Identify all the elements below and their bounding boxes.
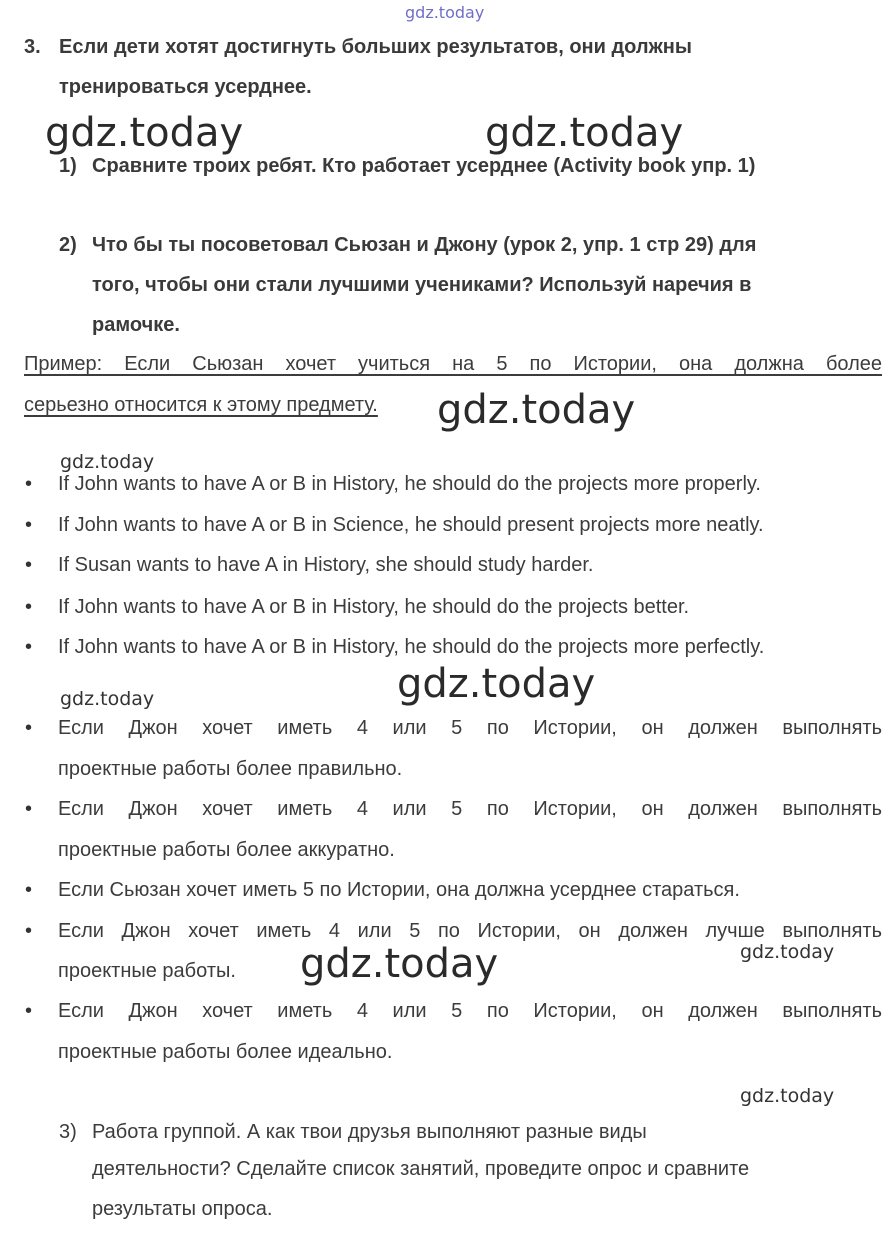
bullet-icon: •	[25, 514, 33, 536]
watermark-large: gdz.today	[437, 387, 636, 433]
task-heading-line1: Если дети хотят достигнуть больших результатов, они должны	[59, 36, 692, 58]
example-line1: Пример: Если Сьюзан хочет учиться на 5 по Истории, она должна более	[24, 353, 882, 375]
list-item-line2: проектные работы более аккуратно.	[58, 839, 395, 861]
watermark-small: gdz.today	[740, 941, 835, 963]
list-item: If John wants to have A or B in Science, he should present projects more neatly.	[58, 514, 764, 536]
list-item: If John wants to have A or B in History, he should do the projects more perfectly.	[58, 636, 765, 658]
bullet-icon: •	[25, 1000, 33, 1022]
watermark-small: gdz.today	[60, 688, 155, 710]
subtask-2-line3: рамочке.	[92, 314, 180, 336]
list-item-line2: проектные работы более правильно.	[58, 758, 403, 780]
bullet-icon: •	[25, 879, 33, 901]
subtask-3-line1: Работа группой. А как твои друзья выполняют разные виды	[92, 1121, 647, 1143]
subtask-3-line3: результаты опроса.	[92, 1198, 273, 1220]
list-item: If Susan wants to have A in History, she should study harder.	[58, 554, 594, 576]
list-item-line1: Если Джон хочет иметь 4 или 5 по Истории, он должен выполнять	[58, 798, 882, 820]
list-item-line1: Если Сьюзан хочет иметь 5 по Истории, она должна усерднее стараться.	[58, 879, 740, 901]
subtask-2-number: 2)	[59, 234, 77, 256]
watermark-small: gdz.today	[60, 451, 155, 473]
example-line2: серьезно относится к этому предмету.	[24, 394, 378, 416]
list-item: If John wants to have A or B in History, he should do the projects more properly.	[58, 473, 761, 495]
list-item-line1: Если Джон хочет иметь 4 или 5 по Истории, он должен выполнять	[58, 717, 882, 739]
bullet-icon: •	[25, 798, 33, 820]
subtask-1-text: Сравните троих ребят. Кто работает усерднее (Activity book упр. 1)	[92, 155, 756, 177]
watermark-small: gdz.today	[740, 1085, 835, 1107]
subtask-1-number: 1)	[59, 155, 77, 177]
list-item-line2: проектные работы более идеально.	[58, 1041, 393, 1063]
task-number: 3.	[24, 36, 41, 58]
watermark-large: gdz.today	[397, 661, 596, 707]
watermark-large: gdz.today	[485, 110, 684, 156]
subtask-3-line2: деятельности? Сделайте список занятий, проведите опрос и сравните	[92, 1158, 750, 1180]
bullet-icon: •	[25, 636, 33, 658]
bullet-icon: •	[25, 717, 33, 739]
bullet-icon: •	[25, 596, 33, 618]
list-item-line2: проектные работы.	[58, 960, 236, 982]
bullet-icon: •	[25, 920, 33, 942]
watermark-top: gdz.today	[405, 3, 485, 22]
watermark-large: gdz.today	[45, 110, 244, 156]
list-item-line1: Если Джон хочет иметь 4 или 5 по Истории, он должен выполнять	[58, 1000, 882, 1022]
subtask-2-line2: того, чтобы они стали лучшими учениками? Используй наречия в	[92, 274, 752, 296]
task-heading-line2: тренироваться усерднее.	[59, 76, 312, 98]
bullet-icon: •	[25, 554, 33, 576]
subtask-3-number: 3)	[59, 1121, 77, 1143]
list-item: If John wants to have A or B in History, he should do the projects better.	[58, 596, 690, 618]
subtask-2-line1: Что бы ты посоветовал Сьюзан и Джону (урок 2, упр. 1 стр 29) для	[92, 234, 757, 256]
watermark-large: gdz.today	[300, 941, 499, 987]
list-item-line1: Если Джон хочет иметь 4 или 5 по Истории, он должен лучше выполнять	[58, 920, 882, 942]
bullet-icon: •	[25, 473, 33, 495]
